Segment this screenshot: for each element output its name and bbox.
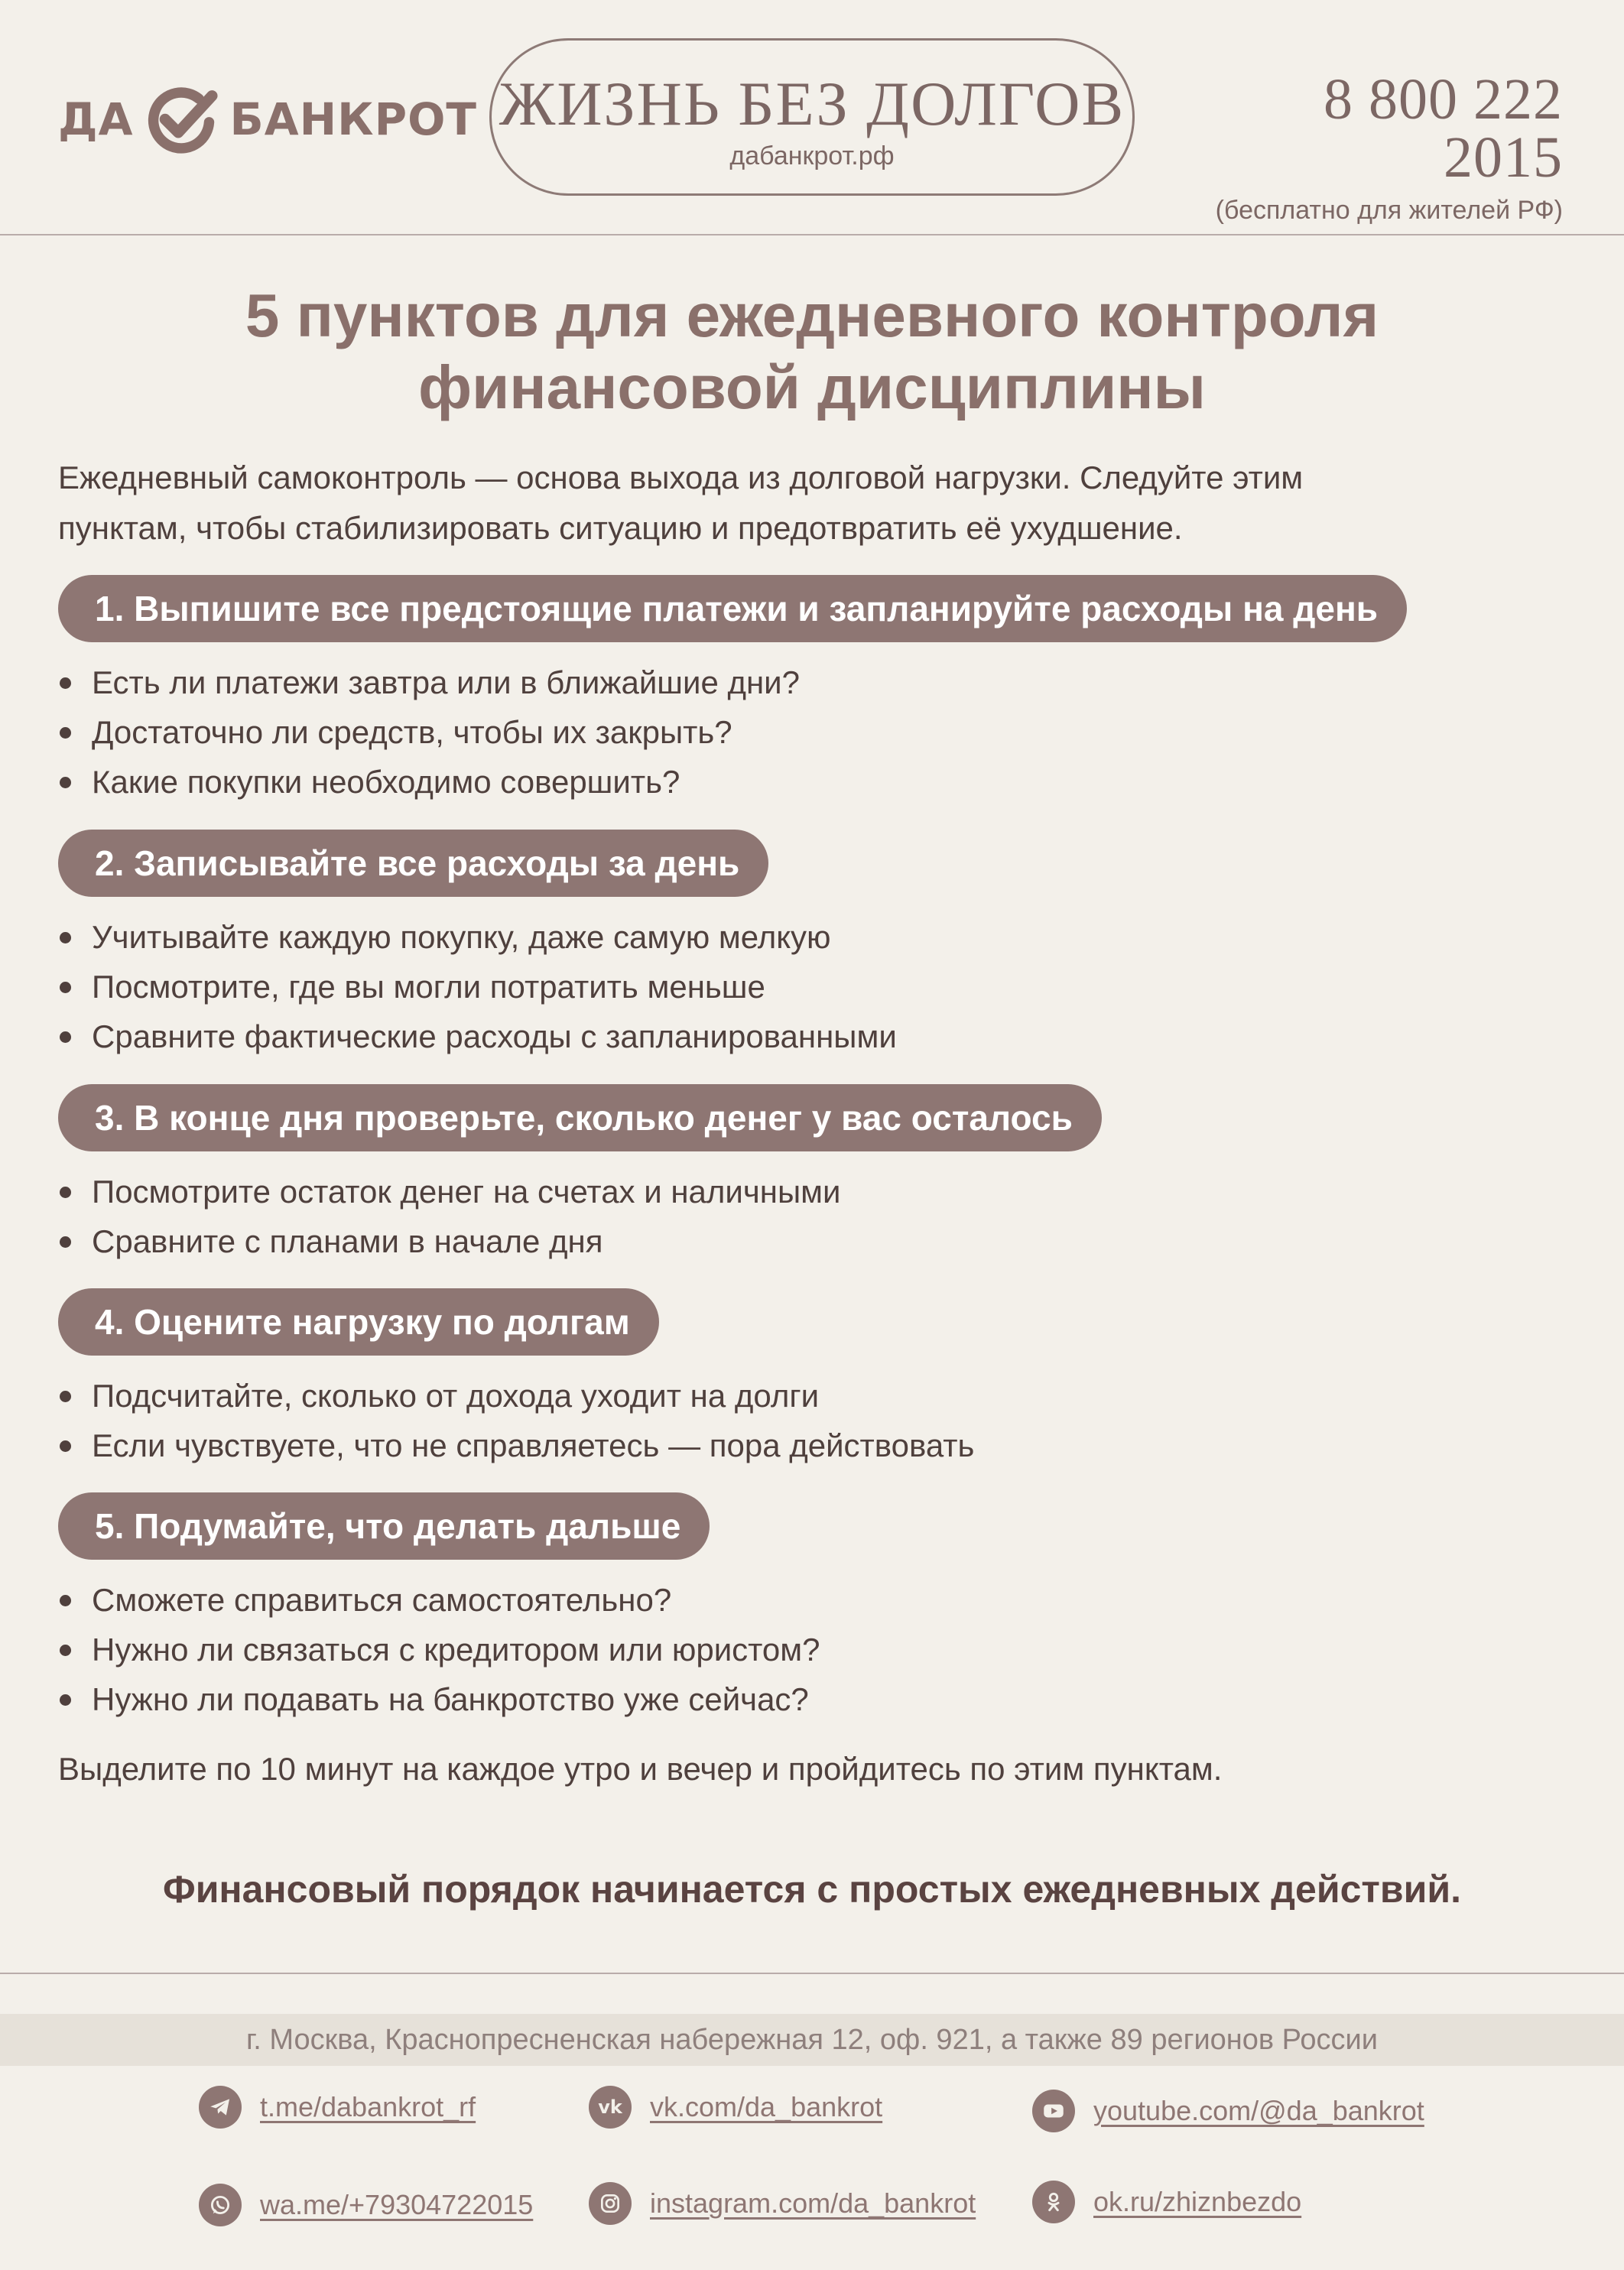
checkmark-logo-icon [145,83,218,156]
bullet-icon [60,777,71,788]
contact-link[interactable]: t.me/dabankrot_rf [260,2091,476,2122]
list-item [58,1167,1102,1216]
brand-logo[interactable] [58,83,477,156]
bullet-list [58,658,1407,807]
list-item [58,658,1407,707]
list-item [58,962,897,1012]
section-2 [58,830,897,1061]
bullet-icon [60,727,71,739]
list-item-text: Есть ли платежи завтра или в ближайшие дни? [92,664,800,700]
contact-telegram[interactable] [199,2086,476,2129]
list-item [58,1674,820,1724]
telegram-icon [199,2086,242,2129]
list-item-text: Сможете справиться самостоятельно? [92,1582,672,1618]
vk-icon: vk [589,2086,632,2129]
bullet-icon [60,1440,71,1452]
page-title-line-1: 5 пунктов для ежедневного контроля [245,281,1379,349]
list-item [58,1371,974,1421]
bullet-icon [60,1645,71,1656]
intro-line-1: Ежедневный самоконтроль — основа выхода из долговой нагрузки. Следуйте этим [58,460,1304,495]
contact-odnoklassniki[interactable] [1032,2181,1301,2223]
bullet-icon [60,1031,71,1043]
section-3 [58,1084,1102,1266]
section-1 [58,575,1407,807]
phone-note: (бесплатно для жителей РФ) [1215,196,1563,225]
logo-word-right: БАНКРОТ [229,93,477,145]
bullet-icon [60,1187,71,1198]
list-item-text: Нужно ли подавать на банкротство уже сейчас? [92,1681,809,1717]
section-heading: 5. Подумайте, что делать дальше [58,1492,710,1560]
list-item [58,1012,897,1061]
list-item-text: Посмотрите остаток денег на счетах и наличными [92,1174,841,1210]
bullet-list [58,1575,820,1724]
list-item [58,1625,820,1674]
section-heading: 2. Записывайте все расходы за день [58,830,768,897]
header-title-pill[interactable] [489,38,1135,196]
bullet-icon [60,932,71,943]
list-item-text: Сравните с планами в начале дня [92,1223,603,1259]
list-item-text: Достаточно ли средств, чтобы их закрыть? [92,714,732,750]
office-address: г. Москва, Краснопресненская набережная 12, оф. 921, а также 89 регионов России [0,2014,1624,2066]
bullet-icon [60,982,71,993]
list-item [58,912,897,962]
intro-line-2: пунктам, чтобы стабилизировать ситуацию и предотвратить её ухудшение. [58,510,1183,546]
contact-vk[interactable] [589,2086,882,2129]
bullet-list [58,912,897,1061]
page-title-line-2: финансовой дисциплины [418,353,1206,421]
contact-link[interactable]: wa.me/+79304722015 [260,2189,534,2220]
footer-divider [0,1973,1624,1974]
list-item [58,1575,820,1625]
bullet-icon [60,677,71,689]
contact-instagram[interactable] [589,2182,976,2225]
bullet-icon [60,1391,71,1402]
section-heading: 3. В конце дня проверьте, сколько денег у вас осталось [58,1084,1102,1151]
list-item [58,757,1407,807]
header [0,0,1624,235]
odnoklassniki-icon [1032,2181,1075,2223]
section-heading: 4. Оцените нагрузку по долгам [58,1288,659,1356]
phone-number[interactable]: 8 800 222 2015 [1324,67,1563,190]
contact-link[interactable]: vk.com/da_bankrot [650,2091,883,2122]
bullet-icon [60,1236,71,1248]
section-heading: 1. Выпишите все предстоящие платежи и запланируйте расходы на день [58,575,1407,642]
section-4 [58,1288,974,1470]
list-item-text: Если чувствуете, что не справляетесь — пора действовать [92,1427,975,1463]
phone-block [1193,67,1563,226]
website-link[interactable]: дабанкрот.рф [729,141,895,170]
page-title [0,280,1624,424]
whatsapp-icon [199,2184,242,2226]
contact-whatsapp[interactable] [199,2184,533,2226]
closing-note: Выделите по 10 минут на каждое утро и вечер и пройдитесь по этим пунктам. [58,1751,1223,1787]
contact-link[interactable]: instagram.com/da_bankrot [650,2187,976,2219]
list-item-text: Нужно ли связаться с кредитором или юристом? [92,1632,820,1668]
contact-link[interactable]: youtube.com/@da_bankrot [1093,2095,1424,2126]
intro-paragraph [58,453,1557,554]
list-item [58,707,1407,757]
logo-word-left: ДА [58,93,134,145]
list-item-text: Посмотрите, где вы могли потратить меньше [92,969,765,1005]
instagram-icon [589,2182,632,2225]
contact-youtube[interactable] [1032,2090,1424,2132]
bullet-list [58,1167,1102,1266]
header-slogan: ЖИЗНЬ БЕЗ ДОЛГОВ [499,69,1125,138]
bullet-list [58,1371,974,1470]
contact-link[interactable]: ok.ru/zhiznbezdo [1093,2186,1302,2217]
list-item [58,1421,974,1470]
list-item [58,1216,1102,1266]
bullet-icon [60,1694,71,1706]
youtube-icon [1032,2090,1075,2132]
list-item-text: Сравните фактические расходы с запланированными [92,1018,897,1054]
section-5 [58,1492,820,1724]
list-item-text: Подсчитайте, сколько от дохода уходит на долги [92,1378,820,1414]
list-item-text: Учитывайте каждую покупку, даже самую мелкую [92,919,831,955]
bullet-icon [60,1595,71,1606]
list-item-text: Какие покупки необходимо совершить? [92,764,680,800]
closing-slogan: Финансовый порядок начинается с простых ежедневных действий. [163,1868,1461,1911]
